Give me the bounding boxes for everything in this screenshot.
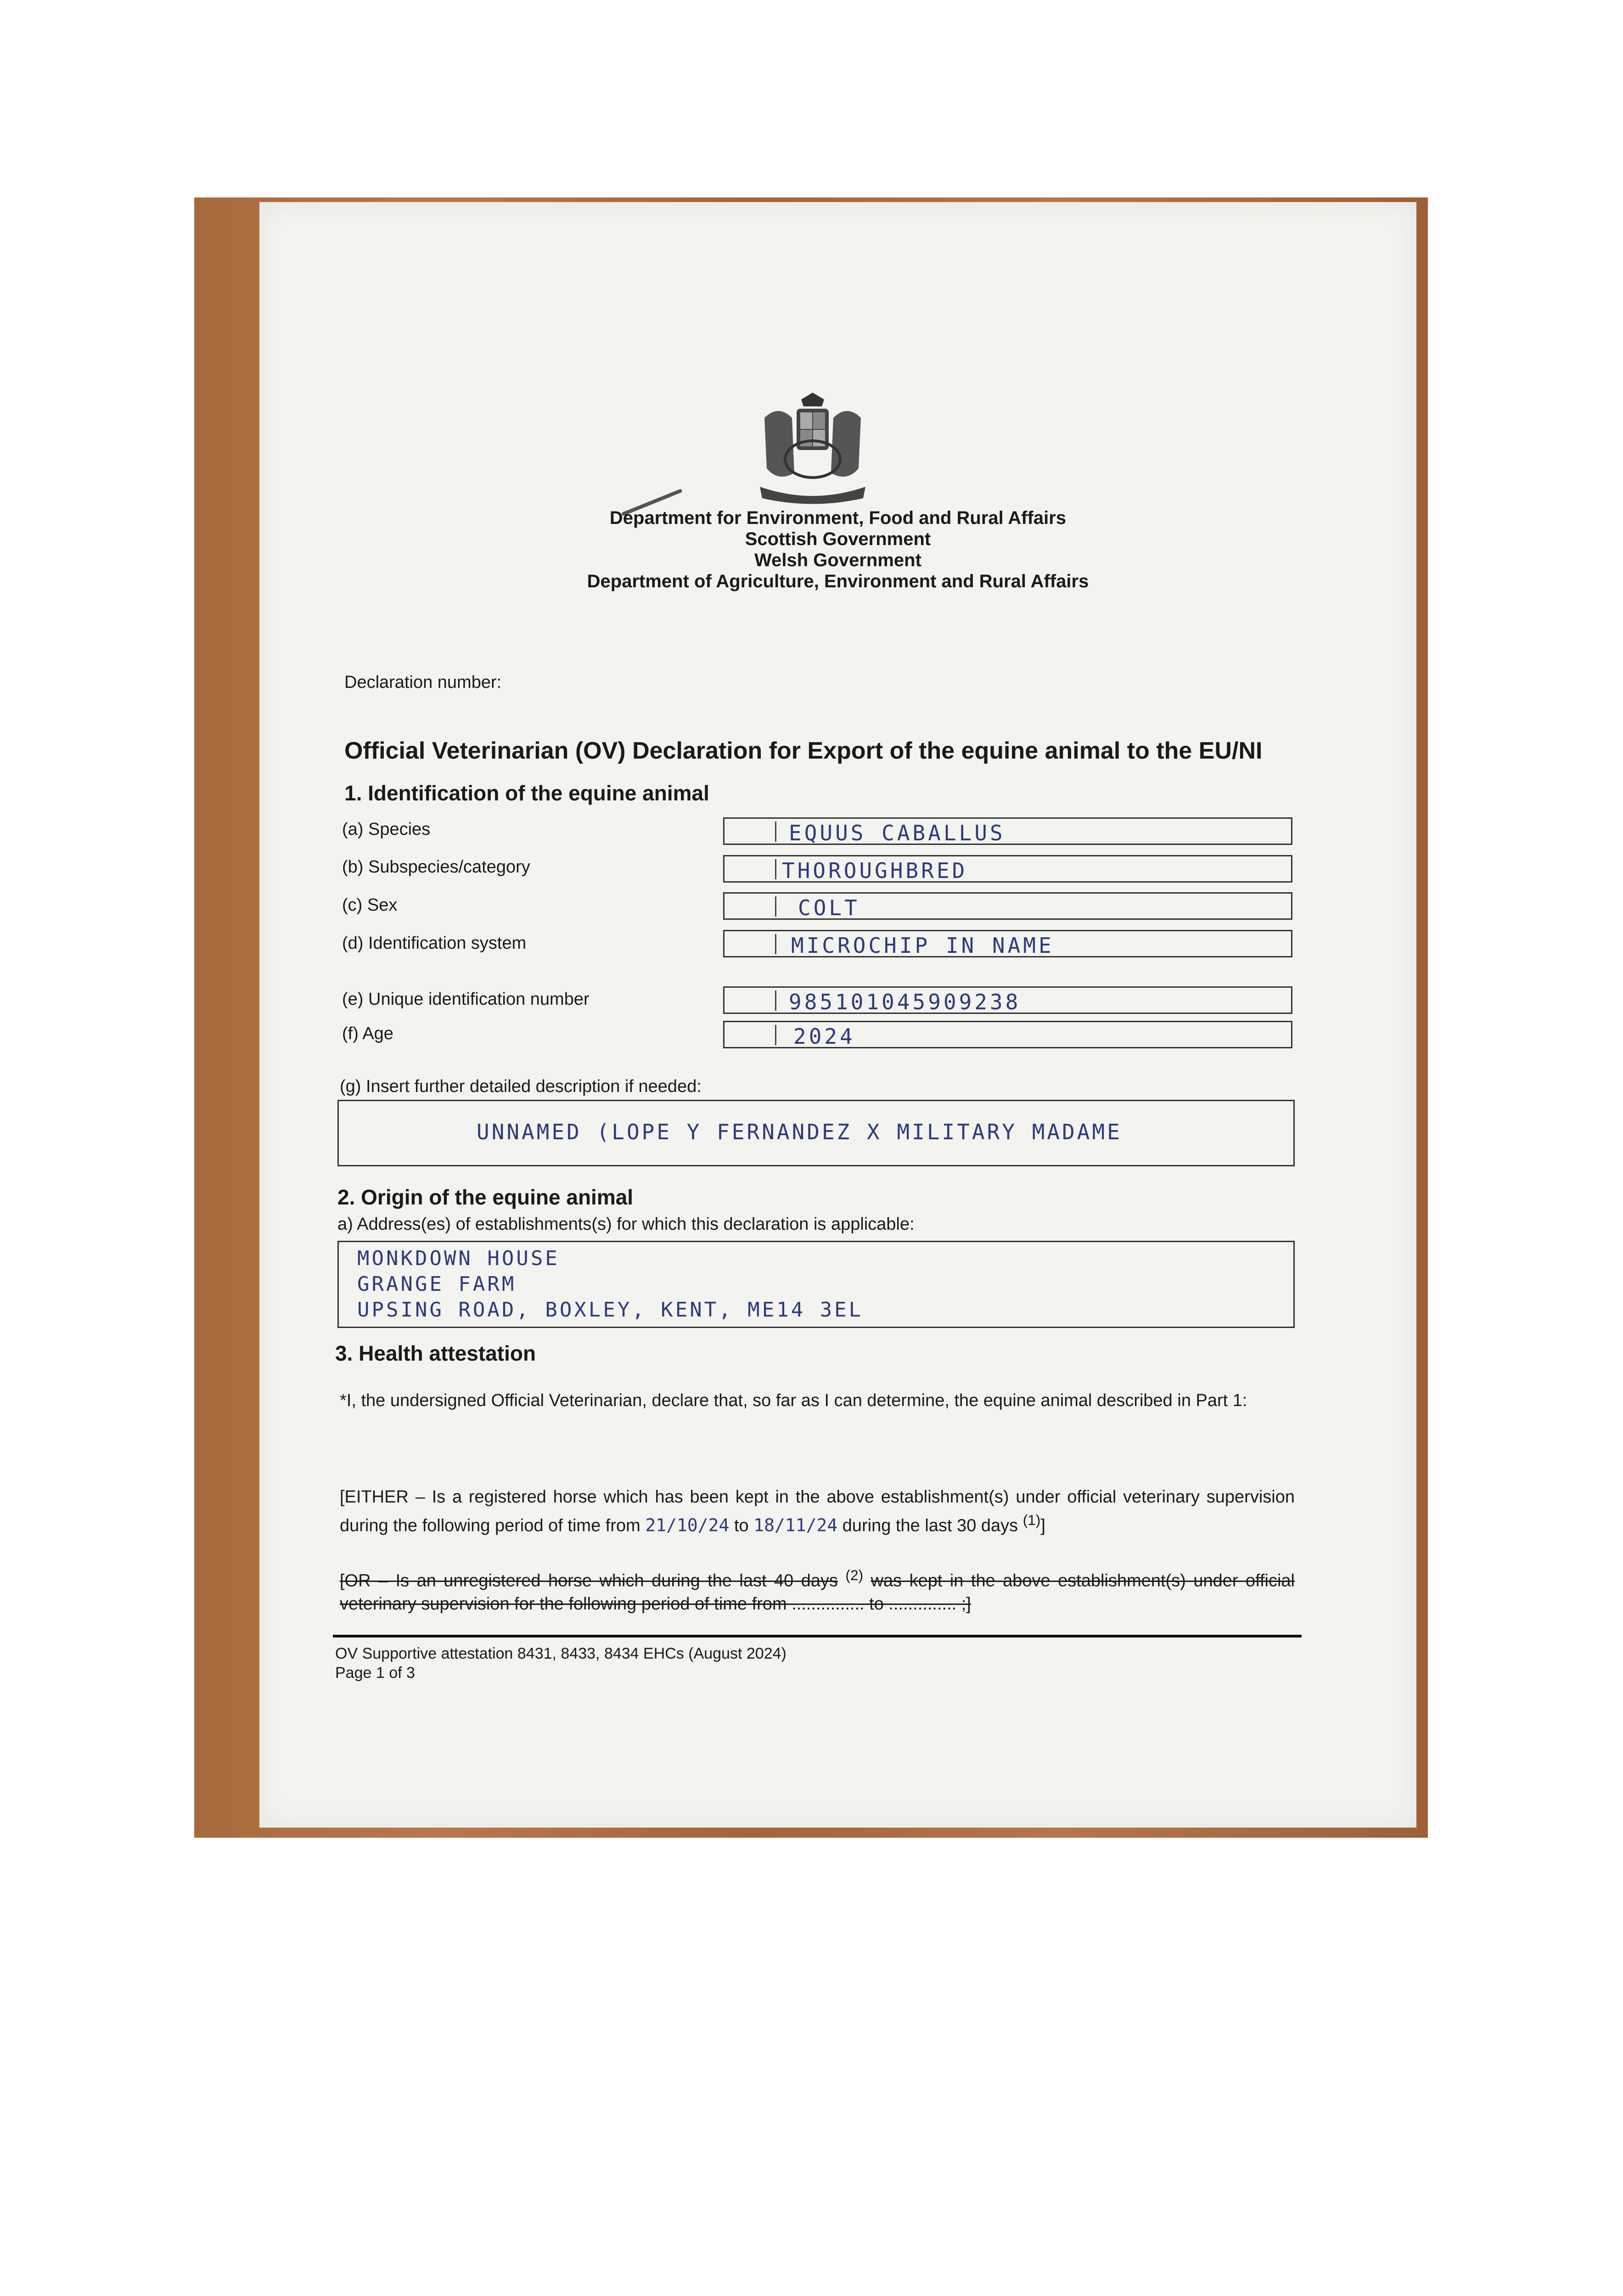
- health-intro: *I, the undersigned Official Veterinarian, declare that, so far as I can determine, the equine animal described in Part 1:: [340, 1391, 1247, 1410]
- unique-id-label: (e) Unique identification number: [342, 990, 590, 1009]
- subspecies-field: [723, 855, 1292, 883]
- or-clause: [340, 1564, 1295, 1615]
- footer-rule: [333, 1635, 1302, 1638]
- footer: [335, 1644, 786, 1683]
- either-from-date: 21/10/24: [645, 1515, 730, 1536]
- declaration-number-label: Declaration number:: [344, 673, 502, 692]
- department-daera: Department of Agriculture, Environment and Rural Affairs: [587, 571, 1089, 591]
- address-line-1: MONKDOWN HOUSE: [357, 1247, 560, 1270]
- subspecies-label: (b) Subspecies/category: [342, 857, 530, 877]
- footer-page-number: Page 1 of 3: [335, 1664, 415, 1682]
- further-description-label: (g) Insert further detailed description if needed:: [340, 1077, 702, 1096]
- species-label: (a) Species: [342, 820, 431, 839]
- or-text-2: was kept in the above establishment(s) under official veterinary supervision for the following period of time from ............... to .............. ;]: [340, 1571, 1295, 1614]
- address-box: [337, 1241, 1295, 1328]
- field-divider: [775, 934, 776, 954]
- further-description-box: [337, 1100, 1295, 1166]
- either-text-2: during the last 30 days: [842, 1516, 1018, 1536]
- field-divider: [775, 1025, 776, 1045]
- either-close: ]: [1040, 1516, 1045, 1536]
- address-line-3: UPSING ROAD, BOXLEY, KENT, ME14 3EL: [357, 1298, 864, 1322]
- document-page: [259, 202, 1416, 1828]
- address-lines: [357, 1246, 863, 1323]
- department-welsh: Welsh Government: [754, 550, 921, 570]
- field-divider: [775, 859, 776, 879]
- field-divider: [775, 822, 776, 842]
- field-divider: [775, 990, 776, 1011]
- either-text-1: [EITHER – Is a registered horse which has been kept in the above establishment(s) under official veterinary supervision during the following period of time from: [340, 1487, 1295, 1536]
- footer-attestation: OV Supportive attestation 8431, 8433, 8434 EHCs (August 2024): [335, 1645, 786, 1662]
- age-value: 2024: [793, 1024, 855, 1049]
- sex-value: COLT: [798, 895, 860, 920]
- sex-field: [723, 892, 1292, 920]
- department-defra: Department for Environment, Food and Rural Affairs: [609, 508, 1067, 528]
- section3-heading: 3. Health attestation: [335, 1341, 536, 1365]
- identification-system-field: [723, 930, 1292, 957]
- identification-system-value: MICROCHIP IN NAME: [791, 933, 1054, 958]
- further-description-value: UNNAMED (LOPE Y FERNANDEZ X MILITARY MADAME: [477, 1120, 1122, 1144]
- or-footnote: (2): [845, 1567, 864, 1583]
- royal-coat-of-arms-icon: [746, 390, 879, 510]
- sex-label: (c) Sex: [342, 895, 398, 915]
- identification-system-label: (d) Identification system: [342, 934, 527, 953]
- department-scottish: Scottish Government: [745, 529, 931, 549]
- age-field: [723, 1021, 1292, 1048]
- species-value: EQUUS CABALLUS: [789, 821, 1005, 845]
- either-footnote: (1): [1022, 1512, 1041, 1528]
- either-to-word: to: [734, 1516, 749, 1536]
- or-text-1: [OR – Is an unregistered horse which during the last 40 days: [340, 1571, 838, 1591]
- field-divider: [775, 896, 776, 917]
- subspecies-value: THOROUGHBRED: [782, 858, 968, 883]
- section1-heading: 1. Identification of the equine animal: [344, 781, 709, 805]
- unique-id-value: 985101045909238: [789, 990, 1021, 1014]
- either-to-date: 18/11/24: [753, 1515, 838, 1536]
- age-label: (f) Age: [342, 1024, 393, 1043]
- address-label: a) Address(es) of establishments(s) for which this declaration is applicable:: [337, 1215, 915, 1234]
- section2-heading: 2. Origin of the equine animal: [337, 1185, 634, 1209]
- page-title: Official Veterinarian (OV) Declaration for Export of the equine animal to the EU/NI: [344, 737, 1263, 764]
- species-field: [723, 817, 1292, 845]
- address-line-2: GRANGE FARM: [357, 1272, 517, 1296]
- department-names: [259, 507, 1416, 592]
- either-clause: [340, 1486, 1295, 1537]
- unique-id-field: [723, 986, 1292, 1014]
